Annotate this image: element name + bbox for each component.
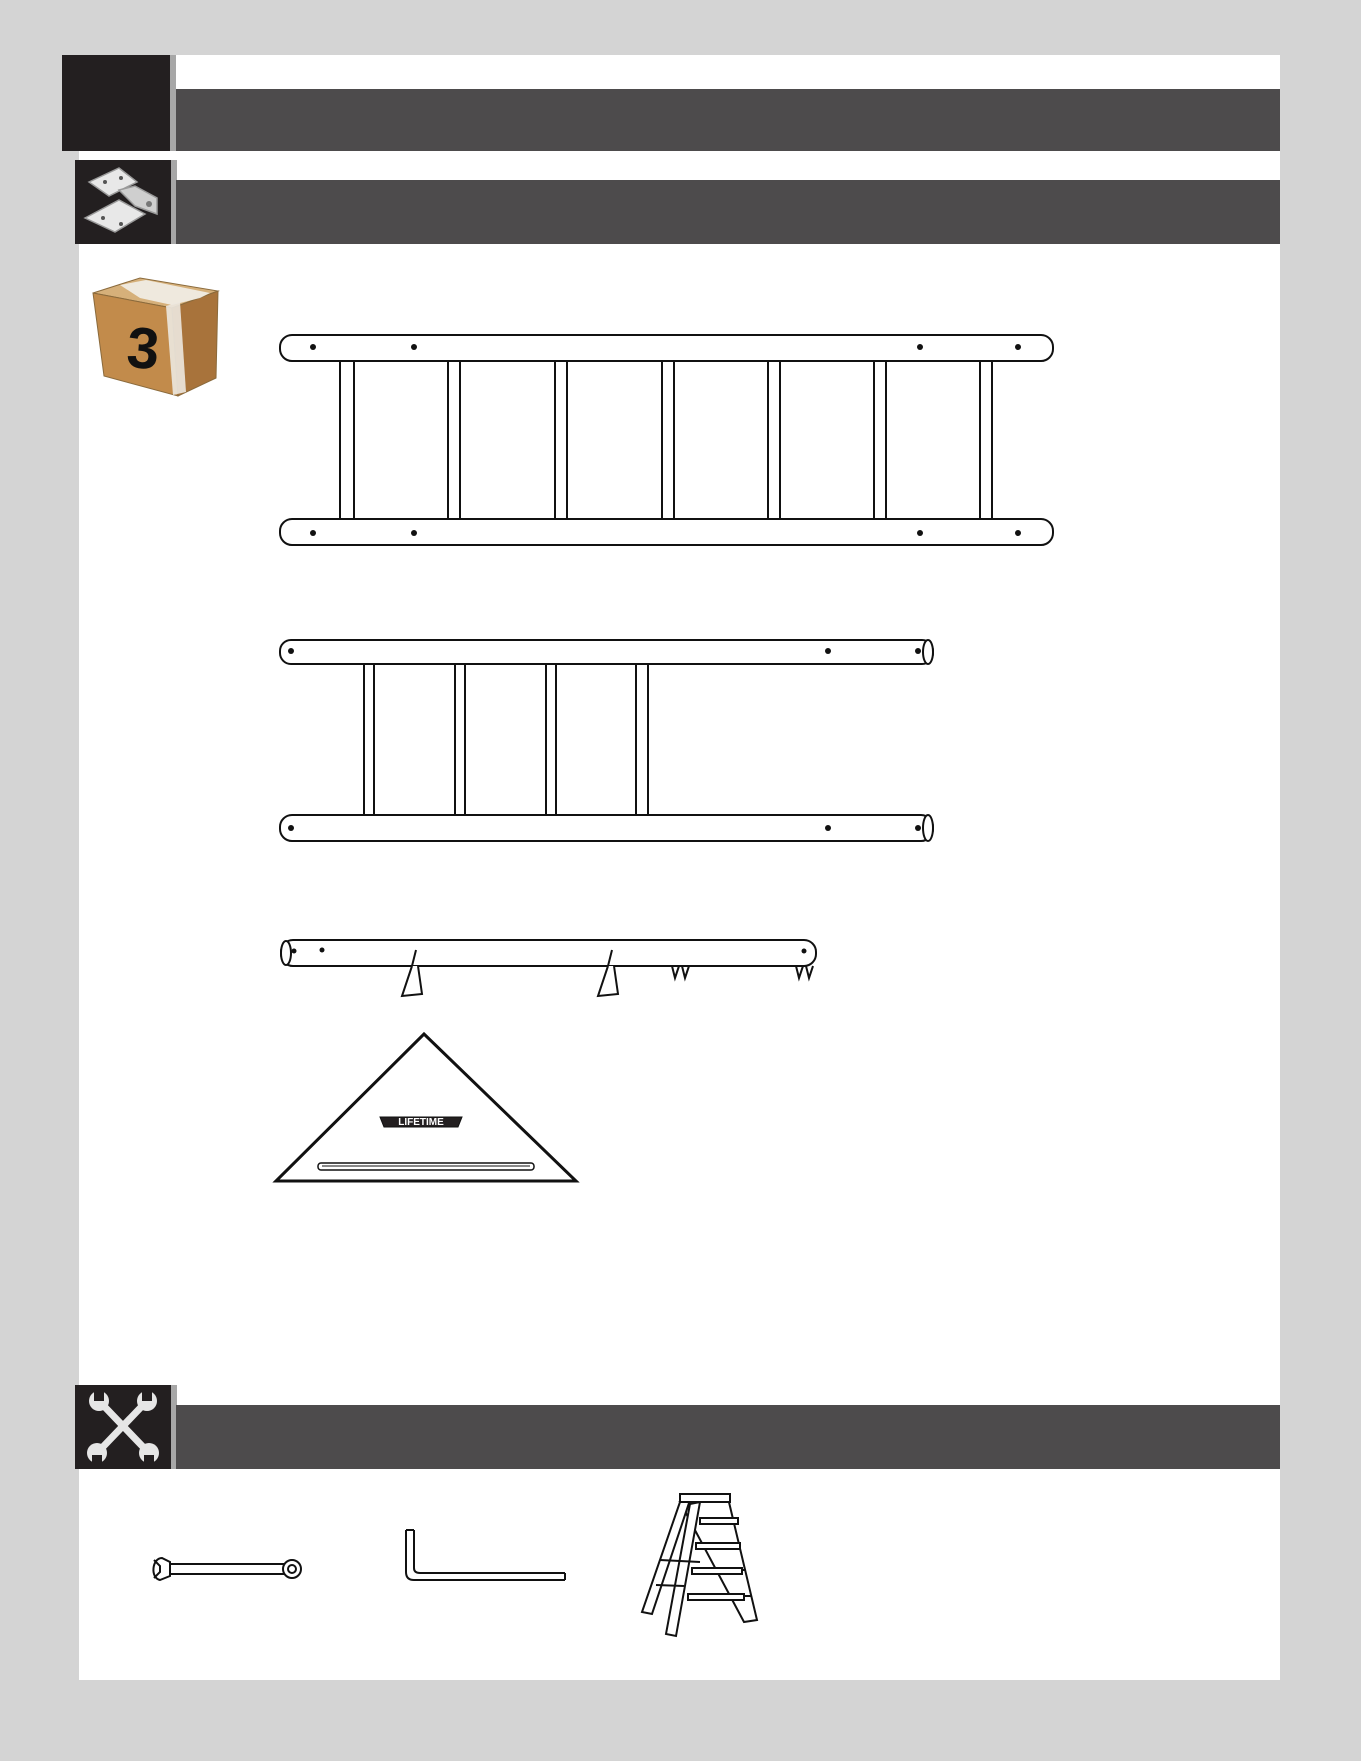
carton-number: 3	[124, 314, 162, 383]
logo-text: LIFETIME	[398, 1117, 444, 1128]
step-ladder-icon	[642, 1494, 757, 1636]
combination-wrench-icon	[153, 1558, 301, 1580]
hex-key-icon	[406, 1530, 565, 1580]
